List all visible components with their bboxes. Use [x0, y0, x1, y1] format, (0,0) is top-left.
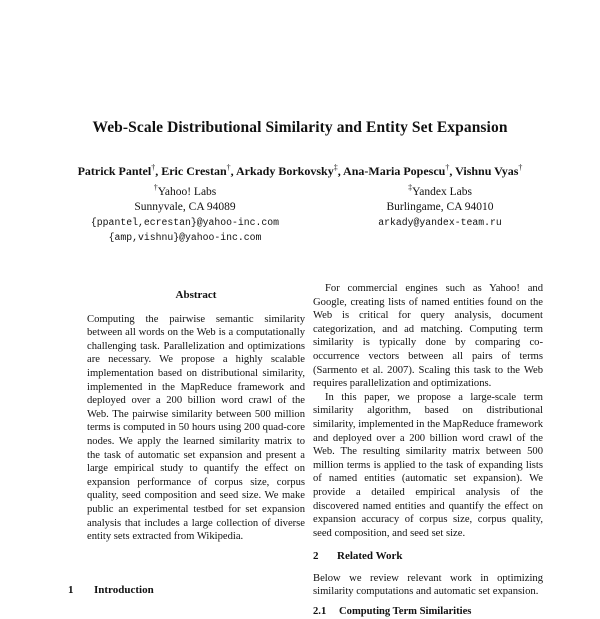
author-name: Vishnu Vyas — [455, 164, 519, 178]
affiliation-yandex — [310, 180, 570, 230]
author-mark: † — [151, 163, 156, 172]
section-heading-related-work — [313, 550, 543, 564]
section-title: Introduction — [94, 584, 154, 596]
affiliation-org: Yahoo! Labs — [157, 185, 217, 198]
affiliation-mark: ‡ — [408, 183, 413, 192]
author-list: Patrick Pantel†, Eric Crestan†, Arkady Borkovsky‡, Ana-Maria Popescu†, Vishnu Vyas† — [77, 163, 523, 178]
subsection-title: Computing Term Similarities — [339, 606, 472, 618]
body-paragraph: For commercial engines such as Yahoo! and Google, creating lists of named entities found on the Web is critical for query analysis, document categorization, and ad matching. Computing term similarity is typically done by comparing co-occurrence vectors between all pairs of terms (Sarmento et al. 2007). Scaling this task to the Web requires parallelization and optimizations. — [313, 283, 543, 390]
affiliation-email: arkady@yandex-team.ru — [378, 216, 502, 228]
affiliation-city: Burlingame, CA 94010 — [386, 200, 494, 213]
paper-title: Web-Scale Distributional Similarity and Entity Set Expansion — [92, 119, 508, 136]
affiliation-yahoo — [55, 180, 315, 245]
author-name: Ana-Maria Popescu — [343, 164, 446, 178]
affiliation-email: {ppantel,ecrestan}@yahoo-inc.com — [90, 216, 280, 228]
author-name: Patrick Pantel — [77, 164, 152, 178]
author-name: Arkady Borkovsky — [236, 164, 334, 178]
affiliation-city: Sunnyvale, CA 94089 — [134, 200, 236, 213]
body-paragraph: Below we review relevant work in optimizing similarity computations and automatic set expansion. — [313, 572, 543, 598]
affiliation-email: {amp,vishnu}@yahoo-inc.com — [108, 231, 262, 243]
subsection-number: 2.1 — [313, 606, 327, 618]
author-mark: † — [445, 163, 450, 172]
section-number: 1 — [68, 584, 74, 596]
body-paragraph: In this paper, we propose a large-scale term similarity algorithm, based on distributional similarity, implemented in the MapReduce framework and deployed over a 200 billion word crawl of the Web. The resulting similarity matrix between 500 million terms is applied to the task of expanding lists of named entities (automatic set expansion). We provide a detailed empirical analysis of the discovered named entities and quantify the effect on expansion accuracy of corpus size, corpus quality, seed composition, and seed set size. — [313, 391, 543, 539]
author-mark: ‡ — [333, 163, 338, 172]
abstract-section — [87, 289, 305, 544]
author-mark: † — [518, 163, 523, 172]
section-title: Related Work — [337, 550, 403, 563]
author-mark: † — [226, 163, 231, 172]
subsection-heading — [313, 605, 543, 619]
right-column — [313, 282, 543, 619]
abstract-heading: Abstract — [175, 289, 217, 301]
section-heading-introduction — [68, 584, 154, 596]
abstract-text: Computing the pairwise semantic similarity between all words on the Web is a computationally challenging task. Parallelization and optimizations are necessary. We propose a highly scalable implementation based on distributional similarity, implemented in the MapReduce framework and deployed over a 200 billion word crawl of the Web. The pairwise similarity between 500 million terms is computed in 50 hours using 200 quad-core nodes. We apply the learned similarity matrix to the task of automatic set expansion and present a large empirical study to quantify the effect on expansion performance of corpus size, corpus quality, seed composition and seed size. We make public an experimental testbed for set expansion analysis that includes a large collection of diverse entity sets extracted from Wikipedia. — [87, 313, 305, 543]
affiliation-org: Yandex Labs — [412, 185, 472, 198]
section-number: 2 — [313, 550, 319, 563]
author-name: Eric Crestan — [161, 164, 227, 178]
affiliation-mark: † — [153, 183, 158, 192]
